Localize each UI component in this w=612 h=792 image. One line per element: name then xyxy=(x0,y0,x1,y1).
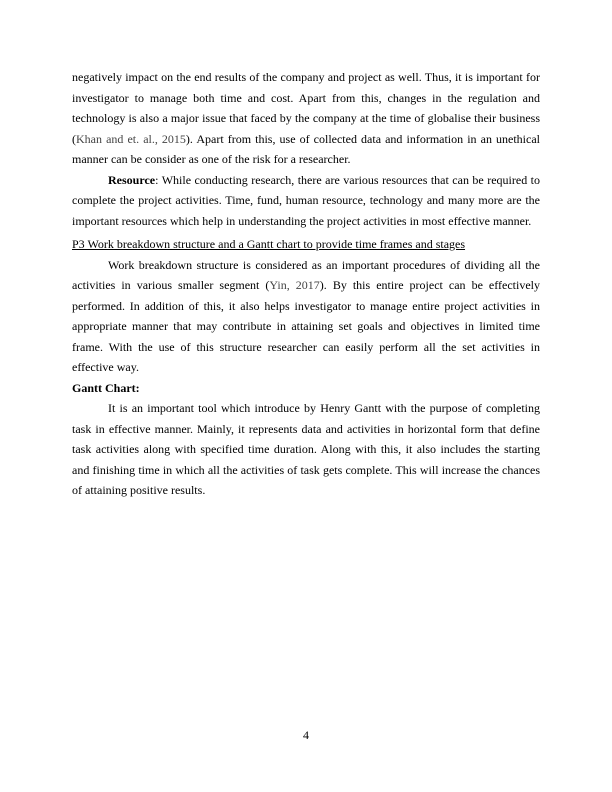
document-page xyxy=(72,67,540,501)
citation-khan: Khan and et. al., 2015 xyxy=(76,131,186,146)
citation-yin: Yin, 2017 xyxy=(269,278,320,292)
resource-label: Resource xyxy=(108,172,156,187)
paragraph-risk-text-b: ). Apart from this, use of collected data and information in an unethical manner can be consider as one of the risk for a researcher. xyxy=(72,131,540,166)
paragraph-wbs-text-b: ). By this entire project can be effectively performed. In addition of this, it also helps investigator to manage entire project activities in appropriate manner that may contribute in attaining set goals and objectives in limited time frame. With the use of this structure researcher can easily perform all the set activities in effective way. xyxy=(72,278,541,374)
gantt-heading: Gantt Chart: xyxy=(72,380,140,395)
resource-text: : While conducting research, there are various resources that can be required to complete the project activities. Time, fund, human resource, technology and many more are the important resources which help in understanding the project activities in most effective manner. xyxy=(72,172,540,228)
paragraph-resource xyxy=(72,170,540,232)
paragraph-risk-text-a: negatively impact on the end results of the company and project as well. Thus, it is important for investigator to manage both time and cost. Apart from this, changes in the regulation and technology is also a major issue that faced by the company at the time of globalise their business ( xyxy=(72,70,540,146)
paragraph-risk xyxy=(72,67,540,170)
paragraph-wbs-text-a: Work breakdown structure is considered as an important procedures of dividing all the activities in various smaller segment ( xyxy=(72,257,540,292)
paragraph-wbs xyxy=(72,255,540,378)
paragraph-gantt: It is an important tool which introduce by Henry Gantt with the purpose of completing task in effective manner. Mainly, it represents data and activities in horizontal form that define task activities along with specified time duration. Along with this, it also includes the starting and finishing time in which all the activities of task gets complete. This will increase the chances of attaining positive results. xyxy=(72,401,540,497)
page-number: 4 xyxy=(303,728,309,742)
section-heading-p3: P3 Work breakdown structure and a Gantt chart to provide time frames and stages xyxy=(72,237,466,251)
